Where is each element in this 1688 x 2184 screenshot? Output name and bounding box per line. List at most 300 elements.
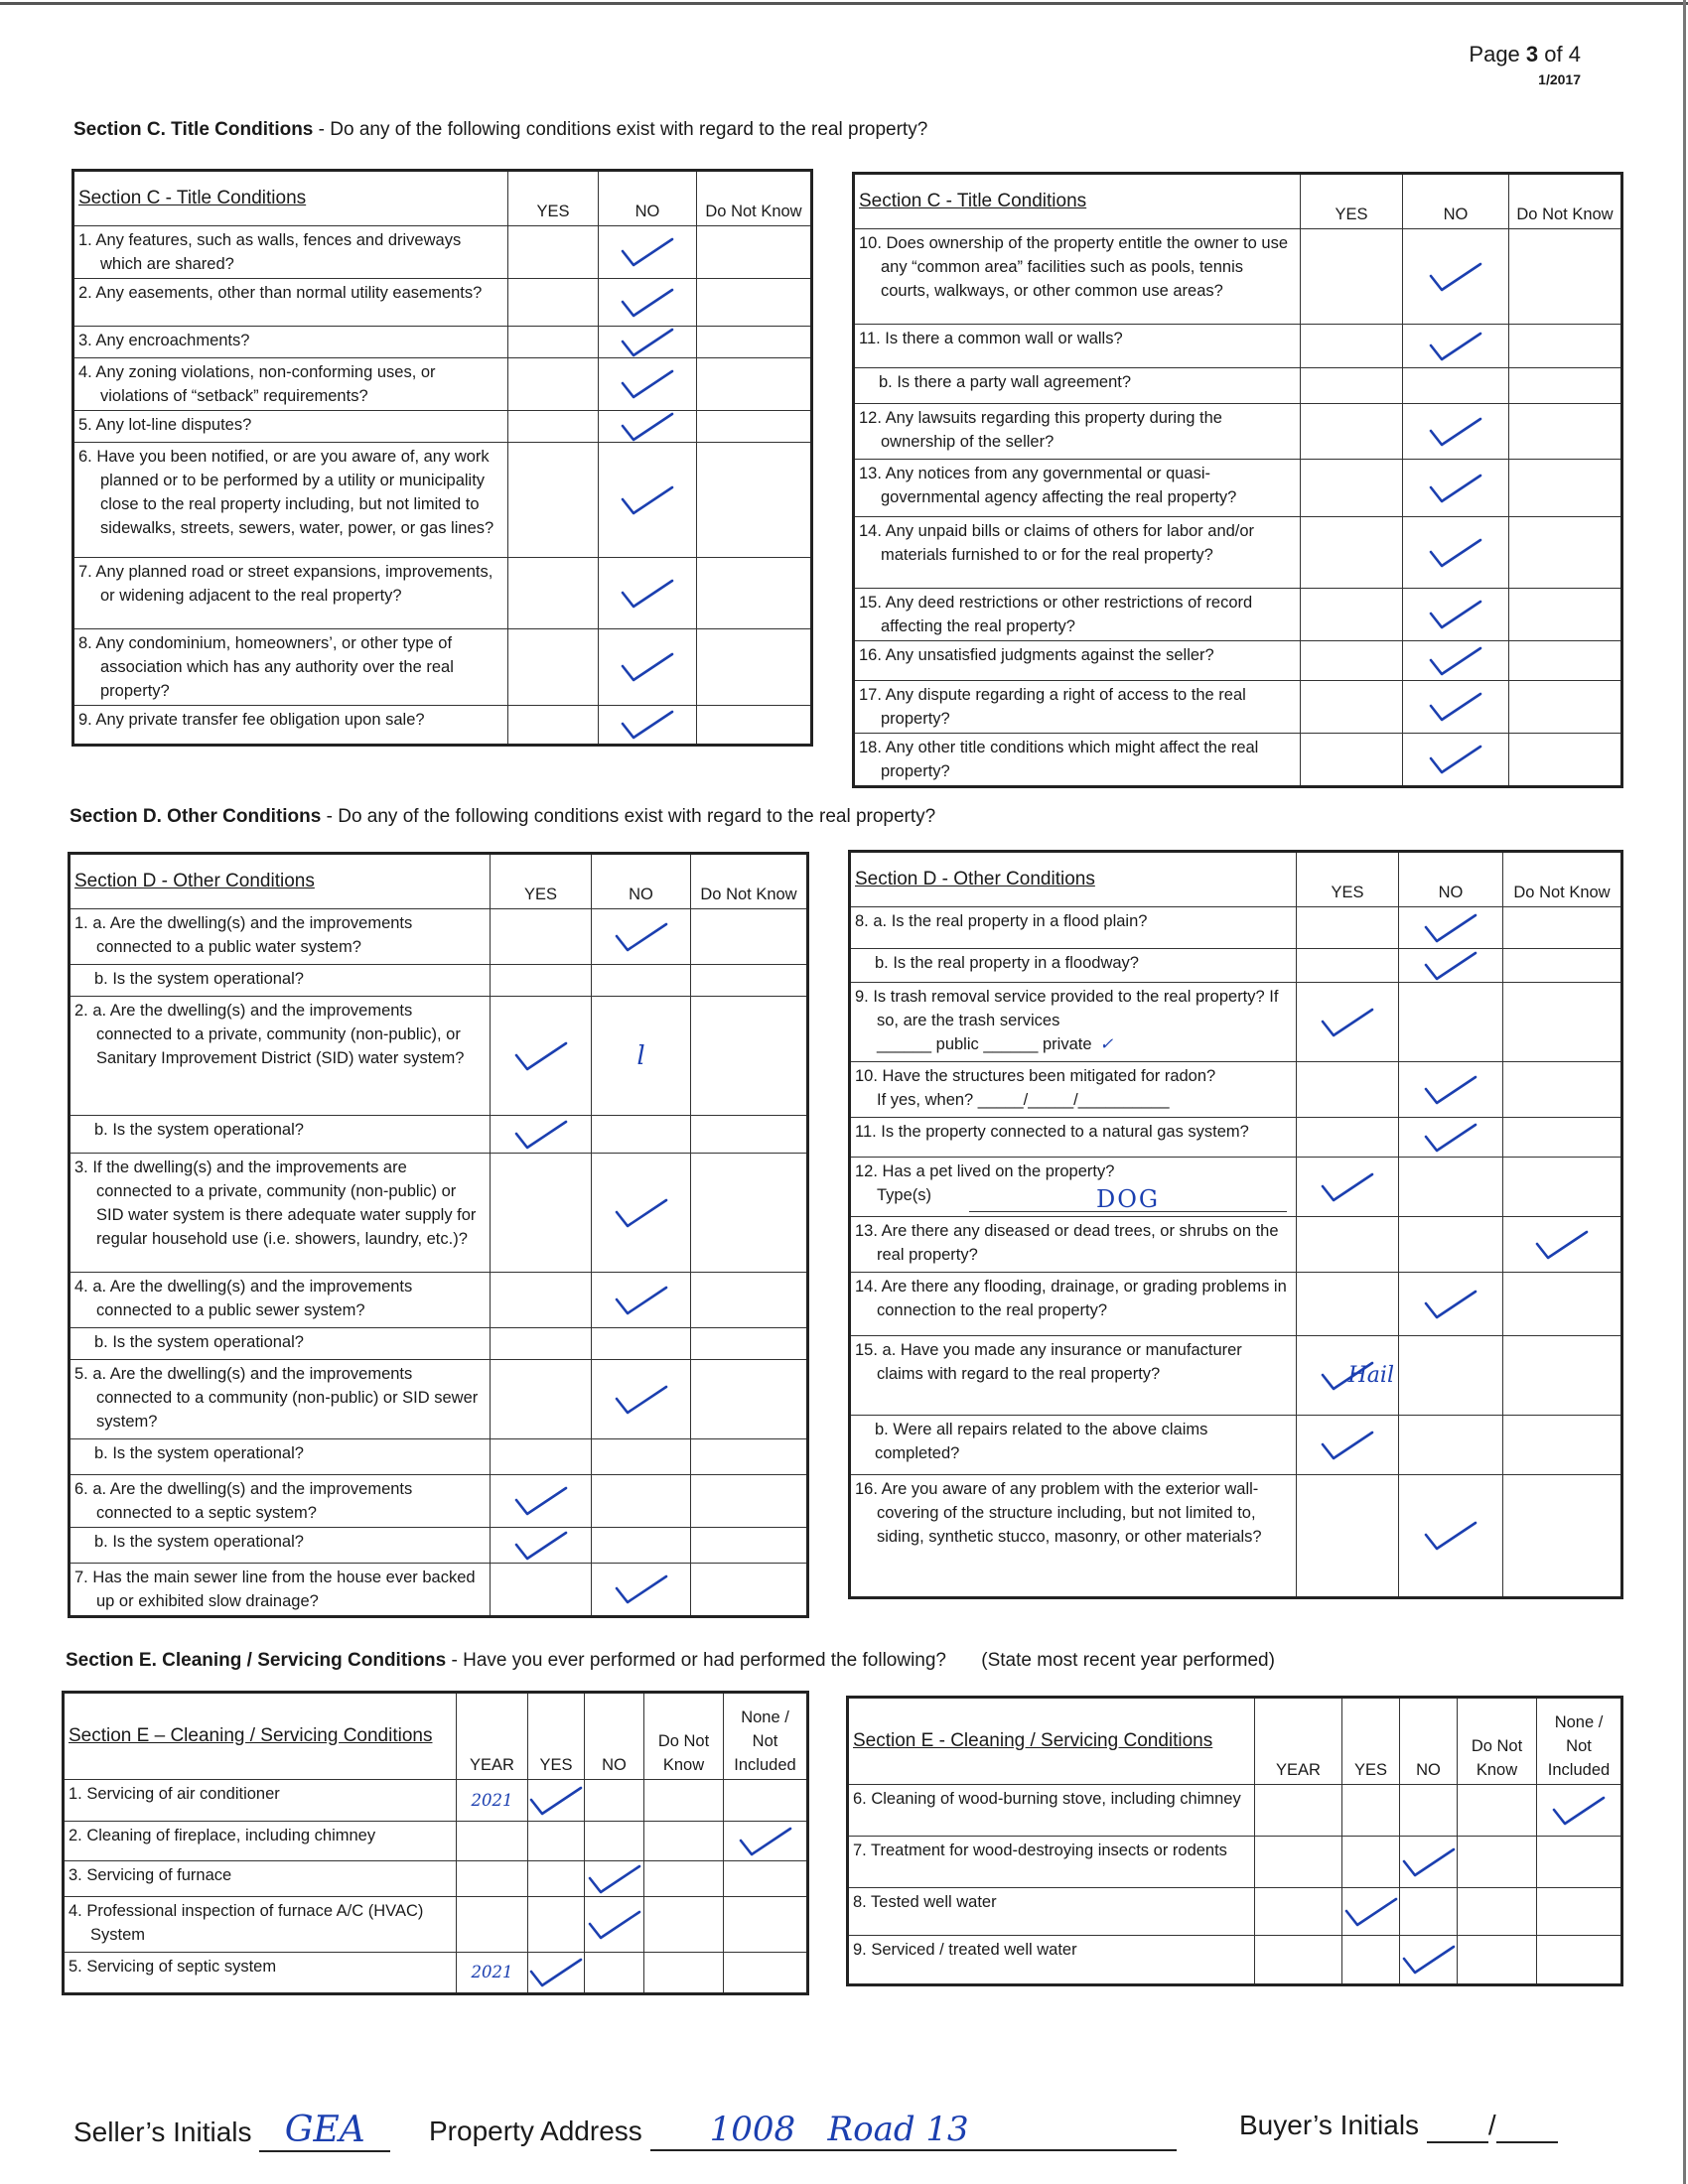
answer-no-cell[interactable] xyxy=(592,1360,691,1439)
answer-dnk-cell[interactable] xyxy=(697,706,812,746)
question-row xyxy=(70,1273,808,1328)
answer-dnk-cell[interactable] xyxy=(1509,404,1622,460)
question-text xyxy=(70,1154,491,1273)
answer-no-cell[interactable] xyxy=(1399,1217,1503,1273)
answer-yes-cell[interactable] xyxy=(508,327,599,358)
answer-yes-cell[interactable] xyxy=(1297,1217,1399,1273)
answer-yes-cell[interactable] xyxy=(1297,983,1399,1062)
answer-dnk-cell[interactable] xyxy=(1458,1888,1537,1936)
service-text: 2. Cleaning of fireplace, including chimney xyxy=(64,1822,457,1861)
col-yes: YES xyxy=(1301,174,1403,229)
answer-dnk-cell[interactable] xyxy=(1458,1936,1537,1985)
answer-none-cell[interactable] xyxy=(1537,1785,1622,1837)
service-text: 7. Treatment for wood-destroying insects or rodents xyxy=(848,1837,1255,1888)
question-row xyxy=(854,641,1622,681)
question-text xyxy=(854,229,1301,325)
question-row xyxy=(70,1564,808,1617)
checkmark-icon xyxy=(614,1572,669,1606)
answer-yes-cell[interactable] xyxy=(1297,1273,1399,1336)
question-row xyxy=(70,965,808,997)
answer-yes-cell[interactable] xyxy=(1301,404,1403,460)
question-label: 8. a. Is the real property in a flood plain? xyxy=(855,912,1148,930)
answer-yes-cell[interactable] xyxy=(1301,229,1403,325)
answer-dnk-cell[interactable] xyxy=(1509,229,1622,325)
question-text xyxy=(70,909,491,965)
answer-no-cell[interactable] xyxy=(1403,734,1509,787)
answer-no-cell[interactable] xyxy=(1403,229,1509,325)
question-text xyxy=(850,1416,1297,1475)
question-row xyxy=(850,907,1622,949)
answer-dnk-cell[interactable] xyxy=(691,909,808,965)
year-cell[interactable]: 2021 xyxy=(457,1953,528,1994)
answer-yes-cell[interactable] xyxy=(1301,734,1403,787)
table-title: Section D - Other Conditions xyxy=(70,854,491,909)
answer-dnk-cell[interactable] xyxy=(697,411,812,443)
answer-no-cell[interactable] xyxy=(1399,1336,1503,1416)
question-text xyxy=(70,1475,491,1528)
question-row xyxy=(854,681,1622,734)
answer-no-cell[interactable] xyxy=(1399,949,1503,983)
answer-yes-cell[interactable] xyxy=(491,1154,592,1273)
year-cell[interactable] xyxy=(1255,1888,1342,1936)
question-label: 10. Does ownership of the property entitle the owner to use any “common area” facilities such as pools, tennis courts, walkways, or other common use areas? xyxy=(859,234,1289,300)
answer-no-cell[interactable] xyxy=(585,1897,644,1953)
answer-none-cell[interactable] xyxy=(1537,1837,1622,1888)
col-none-not-included: None / Not Included xyxy=(724,1693,808,1780)
checkmark-icon xyxy=(528,1956,584,1989)
answer-no-cell[interactable] xyxy=(1400,1785,1458,1837)
answer-no-cell[interactable] xyxy=(592,1328,691,1360)
year-cell[interactable] xyxy=(457,1897,528,1953)
question-row xyxy=(73,411,812,443)
checkmark-icon xyxy=(620,410,675,444)
section-d-right-table xyxy=(848,850,1623,1599)
answer-none-cell[interactable] xyxy=(724,1897,808,1953)
question-text xyxy=(70,1273,491,1328)
col-do-not-know: Do Not Know xyxy=(1458,1698,1537,1785)
answer-dnk-cell[interactable] xyxy=(1458,1785,1537,1837)
service-row xyxy=(64,1953,808,1994)
checkmark-icon xyxy=(1551,1794,1607,1828)
checkmark-icon xyxy=(1423,949,1478,983)
checkmark-icon xyxy=(1428,536,1483,570)
answer-yes-cell[interactable] xyxy=(1342,1837,1400,1888)
answer-no-cell[interactable] xyxy=(592,909,691,965)
question-label: 1. Any features, such as walls, fences and driveways which are shared? xyxy=(78,231,462,273)
answer-dnk-cell[interactable] xyxy=(1458,1837,1537,1888)
answer-no-cell[interactable] xyxy=(1403,368,1509,404)
question-text xyxy=(850,1217,1297,1273)
checkmark-icon xyxy=(1423,1121,1478,1155)
section-d-heading: Section D. Other Conditions - Do any of the following conditions exist with regard to the real property? xyxy=(70,806,936,827)
answer-yes-cell[interactable] xyxy=(1342,1785,1400,1837)
question-subline: Type(s) xyxy=(877,1186,932,1204)
question-label: 11. Is the property connected to a natural gas system? xyxy=(855,1123,1249,1141)
answer-dnk-cell[interactable] xyxy=(691,1154,808,1273)
checkmark-icon xyxy=(513,1039,569,1073)
answer-dnk-cell[interactable] xyxy=(1509,641,1622,681)
answer-no-cell[interactable] xyxy=(599,443,697,558)
answer-no-cell[interactable] xyxy=(599,411,697,443)
question-label: 6. a. Are the dwelling(s) and the improvements connected to a septic system? xyxy=(74,1480,413,1522)
question-row xyxy=(73,358,812,411)
year-cell[interactable] xyxy=(1255,1785,1342,1837)
answer-yes-cell[interactable] xyxy=(508,226,599,279)
answer-yes-cell[interactable] xyxy=(1297,1416,1399,1475)
answer-yes-cell[interactable] xyxy=(508,358,599,411)
question-row xyxy=(850,949,1622,983)
question-text xyxy=(70,1439,491,1475)
service-text: 4. Professional inspection of furnace A/C (HVAC) System xyxy=(64,1897,457,1953)
answer-dnk-cell[interactable] xyxy=(697,327,812,358)
answer-yes-cell[interactable] xyxy=(491,1475,592,1528)
question-label: 9. Any private transfer fee obligation upon sale? xyxy=(78,711,425,729)
answer-no-cell[interactable] xyxy=(592,1273,691,1328)
answer-dnk-cell[interactable] xyxy=(1503,1118,1622,1158)
answer-yes-cell[interactable] xyxy=(1297,1336,1399,1416)
answer-yes-cell[interactable] xyxy=(491,1116,592,1154)
answer-no-cell[interactable] xyxy=(1403,641,1509,681)
answer-yes-cell[interactable] xyxy=(1342,1936,1400,1985)
checkmark-icon xyxy=(620,367,675,401)
checkmark-icon xyxy=(620,235,675,269)
answer-dnk-cell[interactable] xyxy=(691,1273,808,1328)
question-text xyxy=(70,1328,491,1360)
answer-dnk-cell[interactable] xyxy=(644,1780,724,1822)
answer-dnk-cell[interactable] xyxy=(1503,1158,1622,1217)
answer-dnk-cell[interactable] xyxy=(644,1953,724,1994)
question-text xyxy=(73,558,508,629)
col-yes: YES xyxy=(1342,1698,1400,1785)
buyer-initials-field-2[interactable] xyxy=(1496,2110,1558,2143)
answer-no-cell[interactable] xyxy=(1400,1837,1458,1888)
question-text xyxy=(70,997,491,1116)
question-text xyxy=(70,965,491,997)
answer-yes-cell[interactable] xyxy=(508,443,599,558)
answer-yes-cell[interactable] xyxy=(491,1564,592,1617)
answer-yes-cell[interactable] xyxy=(1301,641,1403,681)
answer-no-cell[interactable] xyxy=(1399,1158,1503,1217)
col-no: NO xyxy=(1400,1698,1458,1785)
answer-dnk-cell[interactable] xyxy=(1509,517,1622,589)
answer-no-cell[interactable] xyxy=(1399,1416,1503,1475)
answer-dnk-cell[interactable] xyxy=(1509,368,1622,404)
service-text: 3. Servicing of furnace xyxy=(64,1861,457,1897)
answer-yes-cell[interactable] xyxy=(1301,517,1403,589)
answer-no-cell[interactable] xyxy=(585,1822,644,1861)
answer-no-cell[interactable] xyxy=(592,1154,691,1273)
answer-no-cell[interactable] xyxy=(1399,1062,1503,1118)
question-row xyxy=(850,1158,1622,1217)
answer-dnk-cell[interactable] xyxy=(1503,1273,1622,1336)
answer-dnk-cell[interactable] xyxy=(1503,907,1622,949)
answer-yes-cell[interactable] xyxy=(491,909,592,965)
answer-yes-cell[interactable] xyxy=(1297,1062,1399,1118)
answer-dnk-cell[interactable] xyxy=(1509,681,1622,734)
buyer-initials-separator: / xyxy=(1487,2110,1496,2140)
answer-yes-cell[interactable] xyxy=(508,558,599,629)
answer-dnk-cell[interactable] xyxy=(1503,1416,1622,1475)
answer-no-cell[interactable] xyxy=(1403,404,1509,460)
checkmark-icon xyxy=(1423,911,1478,945)
answer-yes-cell[interactable] xyxy=(1297,1475,1399,1598)
answer-no-cell[interactable] xyxy=(1400,1936,1458,1985)
answer-dnk-cell[interactable] xyxy=(697,226,812,279)
checkmark-icon xyxy=(620,708,675,742)
answer-dnk-cell[interactable] xyxy=(691,965,808,997)
answer-yes-cell[interactable] xyxy=(528,1861,585,1897)
question-label: b. Is the system operational? xyxy=(94,1121,304,1139)
question-label: b. Is the system operational? xyxy=(94,1333,304,1351)
answer-yes-cell[interactable] xyxy=(1301,460,1403,517)
answer-dnk-cell[interactable] xyxy=(691,1564,808,1617)
buyer-initials-field-1[interactable] xyxy=(1427,2110,1488,2143)
private-checkmark: ✓ xyxy=(1099,1034,1114,1053)
answer-no-cell[interactable] xyxy=(1399,1118,1503,1158)
answer-dnk-cell[interactable] xyxy=(1509,325,1622,368)
question-text xyxy=(850,1273,1297,1336)
answer-yes-cell[interactable] xyxy=(528,1897,585,1953)
answer-no-cell[interactable] xyxy=(1403,681,1509,734)
answer-no-cell[interactable] xyxy=(592,1475,691,1528)
answer-yes-cell[interactable] xyxy=(508,629,599,706)
answer-no-cell[interactable] xyxy=(585,1780,644,1822)
checkmark-icon xyxy=(614,920,669,954)
checkmark-icon xyxy=(1428,598,1483,631)
answer-no-cell[interactable] xyxy=(1399,1475,1503,1598)
answer-none-cell[interactable] xyxy=(724,1861,808,1897)
answer-no-cell[interactable] xyxy=(599,629,697,706)
service-row xyxy=(848,1888,1622,1936)
question-text xyxy=(850,983,1297,1062)
answer-dnk-cell[interactable] xyxy=(691,997,808,1116)
answer-yes-cell[interactable] xyxy=(1301,368,1403,404)
question-row xyxy=(854,517,1622,589)
answer-none-cell[interactable] xyxy=(724,1822,808,1861)
answer-dnk-cell[interactable] xyxy=(644,1822,724,1861)
answer-dnk-cell[interactable] xyxy=(1503,949,1622,983)
question-row xyxy=(854,368,1622,404)
service-row xyxy=(848,1936,1622,1985)
question-label: 15. a. Have you made any insurance or manufacturer claims with regard to the real property? xyxy=(855,1341,1242,1383)
year-cell[interactable] xyxy=(457,1822,528,1861)
col-do-not-know: Do Not Know xyxy=(697,171,812,226)
year-cell[interactable]: 2021 xyxy=(457,1780,528,1822)
question-row xyxy=(73,279,812,327)
question-row xyxy=(73,706,812,746)
question-row xyxy=(850,1118,1622,1158)
answer-no-cell[interactable] xyxy=(585,1953,644,1994)
answer-no-cell[interactable] xyxy=(592,1564,691,1617)
table-title: Section E - Cleaning / Servicing Conditions xyxy=(848,1698,1255,1785)
answer-no-cell[interactable] xyxy=(592,1116,691,1154)
checkmark-icon xyxy=(1320,1006,1375,1039)
answer-yes-cell[interactable] xyxy=(1342,1888,1400,1936)
question-text xyxy=(73,411,508,443)
answer-no-cell[interactable] xyxy=(1399,907,1503,949)
answer-dnk-cell[interactable] xyxy=(1503,1217,1622,1273)
question-text xyxy=(850,1062,1297,1118)
answer-no-cell[interactable] xyxy=(592,1439,691,1475)
checkmark-icon xyxy=(620,577,675,611)
col-do-not-know: Do Not Know xyxy=(1503,852,1622,907)
year-cell[interactable] xyxy=(1255,1837,1342,1888)
answer-yes-cell[interactable] xyxy=(528,1822,585,1861)
checkmark-icon xyxy=(1423,1073,1478,1107)
answer-dnk-cell[interactable] xyxy=(1503,1475,1622,1598)
seller-initials-label: Seller’s Initials xyxy=(73,2116,252,2147)
checkmark-icon xyxy=(1343,1895,1399,1929)
answer-no-cell[interactable] xyxy=(1403,589,1509,641)
question-row xyxy=(70,1439,808,1475)
answer-dnk-cell[interactable] xyxy=(691,1439,808,1475)
answer-dnk-cell[interactable] xyxy=(697,629,812,706)
question-row xyxy=(850,1273,1622,1336)
question-label: b. Were all repairs related to the above claims completed? xyxy=(875,1421,1208,1462)
question-text xyxy=(73,358,508,411)
service-row xyxy=(64,1780,808,1822)
col-no: NO xyxy=(599,171,697,226)
question-row xyxy=(850,1475,1622,1598)
answer-no-cell[interactable] xyxy=(1403,325,1509,368)
answer-yes-cell[interactable] xyxy=(491,1439,592,1475)
answer-no-cell[interactable] xyxy=(599,226,697,279)
answer-yes-cell[interactable] xyxy=(491,1528,592,1564)
answer-none-cell[interactable] xyxy=(1537,1936,1622,1985)
answer-no-cell[interactable] xyxy=(599,358,697,411)
checkmark-icon xyxy=(1320,1170,1375,1204)
answer-dnk-cell[interactable] xyxy=(1503,1062,1622,1118)
answer-dnk-cell[interactable] xyxy=(1503,983,1622,1062)
question-label: 18. Any other title conditions which might affect the real property? xyxy=(859,739,1259,780)
question-row xyxy=(70,1528,808,1564)
answer-dnk-cell[interactable] xyxy=(697,558,812,629)
question-text xyxy=(73,629,508,706)
answer-yes-cell[interactable] xyxy=(491,1273,592,1328)
answer-dnk-cell[interactable] xyxy=(1509,460,1622,517)
answer-no-cell[interactable] xyxy=(592,1528,691,1564)
answer-none-cell[interactable] xyxy=(724,1780,808,1822)
answer-yes-cell[interactable] xyxy=(491,1328,592,1360)
answer-no-cell[interactable] xyxy=(599,327,697,358)
col-yes: YES xyxy=(491,854,592,909)
handwritten-note: DOG xyxy=(969,1187,1287,1212)
answer-no-cell[interactable] xyxy=(1403,460,1509,517)
answer-yes-cell[interactable] xyxy=(491,965,592,997)
answer-none-cell[interactable] xyxy=(1537,1888,1622,1936)
answer-dnk-cell[interactable] xyxy=(697,279,812,327)
answer-none-cell[interactable] xyxy=(724,1953,808,1994)
question-label: 3. If the dwelling(s) and the improvements are connected to a private, community (non-public) or SID water system is there adequate water supply for regular household use (i.e. showers, laundry, etc.)? xyxy=(74,1159,477,1248)
question-label: 16. Any unsatisfied judgments against the seller? xyxy=(859,646,1214,664)
answer-dnk-cell[interactable] xyxy=(1503,1336,1622,1416)
service-row xyxy=(64,1897,808,1953)
answer-yes-cell[interactable] xyxy=(508,706,599,746)
answer-yes-cell[interactable] xyxy=(1301,325,1403,368)
answer-dnk-cell[interactable] xyxy=(691,1360,808,1439)
service-text: 9. Serviced / treated well water xyxy=(848,1936,1255,1985)
answer-dnk-cell[interactable] xyxy=(691,1116,808,1154)
question-text xyxy=(854,325,1301,368)
answer-no-cell[interactable] xyxy=(585,1861,644,1897)
answer-no-cell[interactable] xyxy=(599,558,697,629)
answer-no-cell[interactable] xyxy=(1403,517,1509,589)
question-label: 12. Has a pet lived on the property? xyxy=(855,1162,1115,1180)
table-title: Section E – Cleaning / Servicing Conditions xyxy=(64,1693,457,1780)
checkmark-icon xyxy=(620,650,675,684)
question-label: 1. a. Are the dwelling(s) and the improvements connected to a public water system? xyxy=(74,914,413,956)
answer-yes-cell[interactable] xyxy=(1297,907,1399,949)
page-right-border xyxy=(1683,0,1686,2184)
question-label: 9. Is trash removal service provided to the real property? If so, are the trash services xyxy=(855,988,1279,1029)
answer-yes-cell[interactable] xyxy=(1301,589,1403,641)
property-address-field[interactable] xyxy=(650,2110,1177,2151)
stray-mark: l xyxy=(636,1040,645,1071)
answer-yes-cell[interactable] xyxy=(491,997,592,1116)
table-title: Section C - Title Conditions xyxy=(854,174,1301,229)
question-subline: ______ public ______ private xyxy=(877,1035,1092,1053)
answer-yes-cell[interactable] xyxy=(1301,681,1403,734)
answer-yes-cell[interactable] xyxy=(528,1780,585,1822)
answer-no-cell[interactable] xyxy=(592,997,691,1116)
year-cell[interactable] xyxy=(1255,1936,1342,1985)
answer-yes-cell[interactable] xyxy=(528,1953,585,1994)
checkmark-icon xyxy=(1428,415,1483,449)
col-no: NO xyxy=(1399,852,1503,907)
checkmark-icon xyxy=(1423,1519,1478,1553)
answer-dnk-cell[interactable] xyxy=(691,1328,808,1360)
question-text xyxy=(854,681,1301,734)
answer-yes-cell[interactable] xyxy=(1297,1118,1399,1158)
answer-no-cell[interactable] xyxy=(599,706,697,746)
question-row xyxy=(70,997,808,1116)
service-text: 6. Cleaning of wood-burning stove, including chimney xyxy=(848,1785,1255,1837)
answer-dnk-cell[interactable] xyxy=(1509,589,1622,641)
answer-yes-cell[interactable] xyxy=(491,1360,592,1439)
service-row xyxy=(64,1861,808,1897)
answer-yes-cell[interactable] xyxy=(508,279,599,327)
checkmark-icon xyxy=(1428,743,1483,776)
question-row xyxy=(854,734,1622,787)
question-row xyxy=(73,226,812,279)
year-cell[interactable] xyxy=(457,1861,528,1897)
answer-yes-cell[interactable] xyxy=(1095,1158,1399,1217)
answer-dnk-cell[interactable] xyxy=(1509,734,1622,787)
answer-dnk-cell[interactable] xyxy=(697,358,812,411)
answer-dnk-cell[interactable] xyxy=(691,1475,808,1528)
answer-dnk-cell[interactable] xyxy=(644,1861,724,1897)
answer-no-cell[interactable] xyxy=(599,279,697,327)
answer-yes-cell[interactable] xyxy=(508,411,599,443)
answer-dnk-cell[interactable] xyxy=(644,1897,724,1953)
seller-initials-field[interactable] xyxy=(259,2110,390,2152)
col-do-not-know: Do Not Know xyxy=(1509,174,1622,229)
question-row xyxy=(854,404,1622,460)
buyer-initials-label: Buyer’s Initials xyxy=(1239,2110,1420,2140)
answer-dnk-cell[interactable] xyxy=(691,1528,808,1564)
answer-no-cell[interactable] xyxy=(1400,1888,1458,1936)
service-text: 8. Tested well water xyxy=(848,1888,1255,1936)
section-c-left-table xyxy=(71,169,813,747)
answer-dnk-cell[interactable] xyxy=(697,443,812,558)
answer-yes-cell[interactable] xyxy=(1297,949,1399,983)
checkmark-icon xyxy=(1428,472,1483,505)
answer-no-cell[interactable] xyxy=(1399,1273,1503,1336)
answer-no-cell[interactable] xyxy=(592,965,691,997)
section-e-left-table xyxy=(62,1691,809,1995)
checkmark-icon xyxy=(1423,1288,1478,1321)
answer-no-cell[interactable] xyxy=(1399,983,1503,1062)
